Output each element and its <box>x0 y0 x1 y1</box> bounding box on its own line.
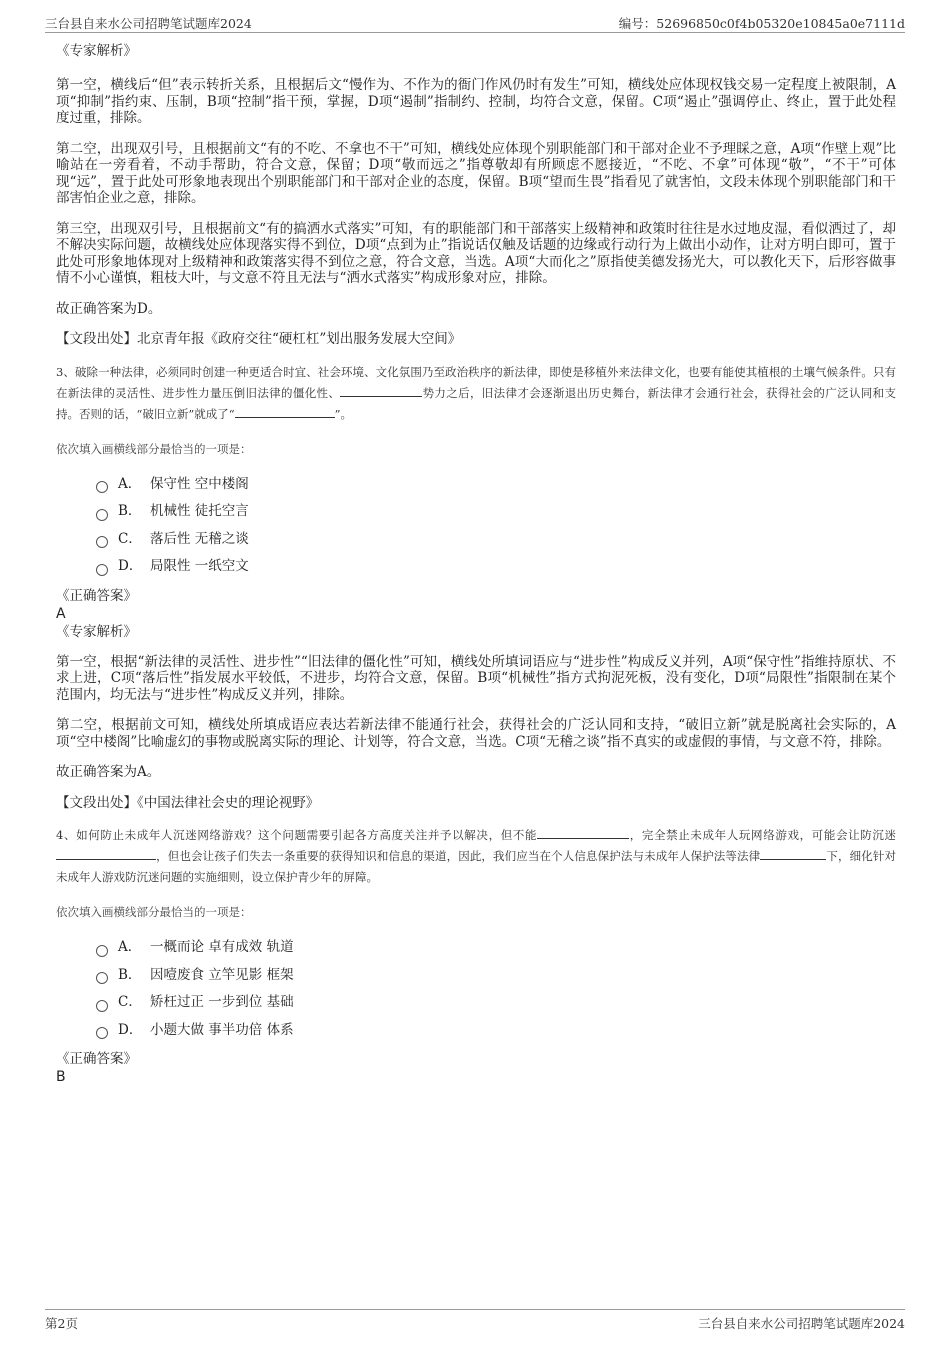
radio-icon[interactable] <box>96 945 108 957</box>
footer-title: 三台县自来水公司招聘笔试题库2024 <box>698 1316 905 1331</box>
q4-option-d[interactable]: D． 小题大做 事半功倍 体系 <box>96 1017 896 1045</box>
q2-analysis-label: 《专家解析》 <box>56 43 137 59</box>
q4-answer-label: 《正确答案》 <box>56 1051 137 1067</box>
q3-option-d[interactable]: D． 局限性 一纸空文 <box>96 553 896 581</box>
q3-analysis-label: 《专家解析》 <box>56 623 137 640</box>
q2-conclusion: 故正确答案为D。 <box>56 300 162 317</box>
radio-icon[interactable] <box>96 1000 108 1012</box>
q4-blank-1 <box>537 826 629 839</box>
q3-option-a[interactable]: A． 保守性 空中楼阁 <box>96 471 896 499</box>
q4-answer: B <box>56 1069 66 1085</box>
radio-icon[interactable] <box>96 536 108 548</box>
q3-analysis-p1: 第一空，根据“新法律的灵活性、进步性”“旧法律的僵化性”可知，横线处所填词语应与“进步性”构成反义并列，A项“保守性”指维持原状、不求上进，C项“落后性”指发展水平较低，不进步，均符合文意，保留。B项“机械性”指方式拘泥死板，没有变化，D项“局限性”指限制在某个范围内，均无法与“进步性”构成反义并列，排除。 <box>56 653 896 703</box>
q4-option-c[interactable]: C． 矫枉过正 一步到位 基础 <box>96 989 896 1017</box>
page-content <box>56 42 896 1086</box>
q4-option-a[interactable]: A． 一概而论 卓有成效 轨道 <box>96 934 896 962</box>
radio-icon[interactable] <box>96 481 108 493</box>
header-serial: 编号：52696850c0f4b05320e10845a0e7111d <box>618 16 905 31</box>
q4-stem: 4、如何防止未成年人沉迷网络游戏？这个问题需要引起各方高度关注并予以解决，但不能 ，完全禁止未成年人玩网络游戏，可能会让防沉迷，但也会让孩子们失去一条重要的获得知识和信息的渠道，因此，我们应当在个人信息保护法与未成年人保护法等法律 下，细化针对未成年人游戏防沉迷问题的实施细则，设立保护青少年的屏障。 <box>56 828 897 884</box>
q4-options <box>56 934 896 1044</box>
q4-blank-2 <box>56 847 156 860</box>
radio-icon[interactable] <box>96 509 108 521</box>
page-header <box>45 12 905 33</box>
page-footer <box>45 1309 905 1332</box>
q4-instruction: 依次填入画横线部分最恰当的一项是： <box>56 905 252 919</box>
q3-analysis-p2: 第二空，根据前文可知，横线处所填成语应表达若新法律不能通行社会，获得社会的广泛认同和支持，“破旧立新”就是脱离社会实际的，A项“空中楼阁”比喻虚幻的事物或脱离实际的理论、计划等，符合文意，当选。C项“无稽之谈”指不真实的或虚假的事情，与文意不符，排除。 <box>56 717 896 750</box>
q3-answer: A <box>56 605 66 622</box>
radio-icon[interactable] <box>96 972 108 984</box>
q3-options <box>56 471 896 581</box>
footer-page-number: 第2页 <box>45 1316 78 1331</box>
q2-analysis-p2: 第二空，出现双引号，且根据前文“有的不吃、不拿也不干”可知，横线处应体现个别职能部门和干部对企业不予理睬之意，A项“作壁上观”比喻站在一旁看着，不动手帮助，符合文意，保留；D项“敬而远之”指尊敬却有所顾虑不愿接近，“不吃、不拿”可体现“敬”，“不干”可体现“远”，置于此处可形象地表现出个别职能部门和干部对企业的态度，保留。B项“望而生畏”指看见了就害怕，文段未体现个别职能部门和干部害怕企业之意，排除。 <box>56 140 896 206</box>
q4-blank-3 <box>760 847 826 860</box>
q2-analysis-p3: 第三空，出现双引号，且根据前文“有的搞洒水式落实”可知，有的职能部门和干部落实上级精神和政策时往往是水过地皮湿，看似洒过了，却不解决实际问题，故横线处应体现落实得不到位，D项“点到为止”指说话仅触及话题的边缘或行动行为上做出小动作，让对方明白即可，置于此处可形象地体现对上级精神和政策落实得不到位之意，符合文意，当选。A项“大而化之”原指使美德发扬光大，可以教化天下，后形容做事情不小心谨慎，粗枝大叶，与文意不符且无法与“洒水式落实”构成形象对应，排除。 <box>56 220 896 286</box>
q2-source: 【文段出处】北京青年报《政府交往“硬杠杠”划出服务发展大空间》 <box>56 331 462 347</box>
radio-icon[interactable] <box>96 1027 108 1039</box>
header-title: 三台县自来水公司招聘笔试题库2024 <box>45 16 252 31</box>
q4-option-b[interactable]: B． 因噎废食 立竿见影 框架 <box>96 962 896 990</box>
q3-blank-2 <box>235 405 335 418</box>
q3-source: 【文段出处】《中国法律社会史的理论视野》 <box>56 794 320 811</box>
q3-stem: 3、破除一种法律，必须同时创建一种更适合时宜、社会环境、文化氛围乃至政治秩序的新法律，即使是移植外来法律文化，也要有能使其植根的土壤气候条件。只有在新法律的灵活性、进步性力量压倒旧法律的僵化性、 势力之后，旧法律才会逐渐退出历史舞台，新法律才会通行社会，获得社会的广泛认同和支持。否则的话，“破旧立新”就成了“ ”。 <box>56 364 896 421</box>
q3-answer-label: 《正确答案》 <box>56 587 137 604</box>
q3-option-c[interactable]: C． 落后性 无稽之谈 <box>96 526 896 554</box>
q3-option-b[interactable]: B． 机械性 徒托空言 <box>96 498 896 526</box>
radio-icon[interactable] <box>96 564 108 576</box>
q3-conclusion: 故正确答案为A。 <box>56 764 161 780</box>
q2-analysis-p1: 第一空，横线后“但”表示转折关系，且根据后文“慢作为、不作为的衙门作风仍时有发生”可知，横线处应体现权钱交易一定程度上被限制，A项“抑制”指约束、压制，B项“控制”指干预，掌握，D项“遏制”指制约、控制，均符合文意，保留。C项“遏止”强调停止、终止，置于此处程度过重，排除。 <box>56 77 896 126</box>
q3-blank-1 <box>340 384 422 397</box>
q3-instruction: 依次填入画横线部分最恰当的一项是： <box>56 441 252 456</box>
